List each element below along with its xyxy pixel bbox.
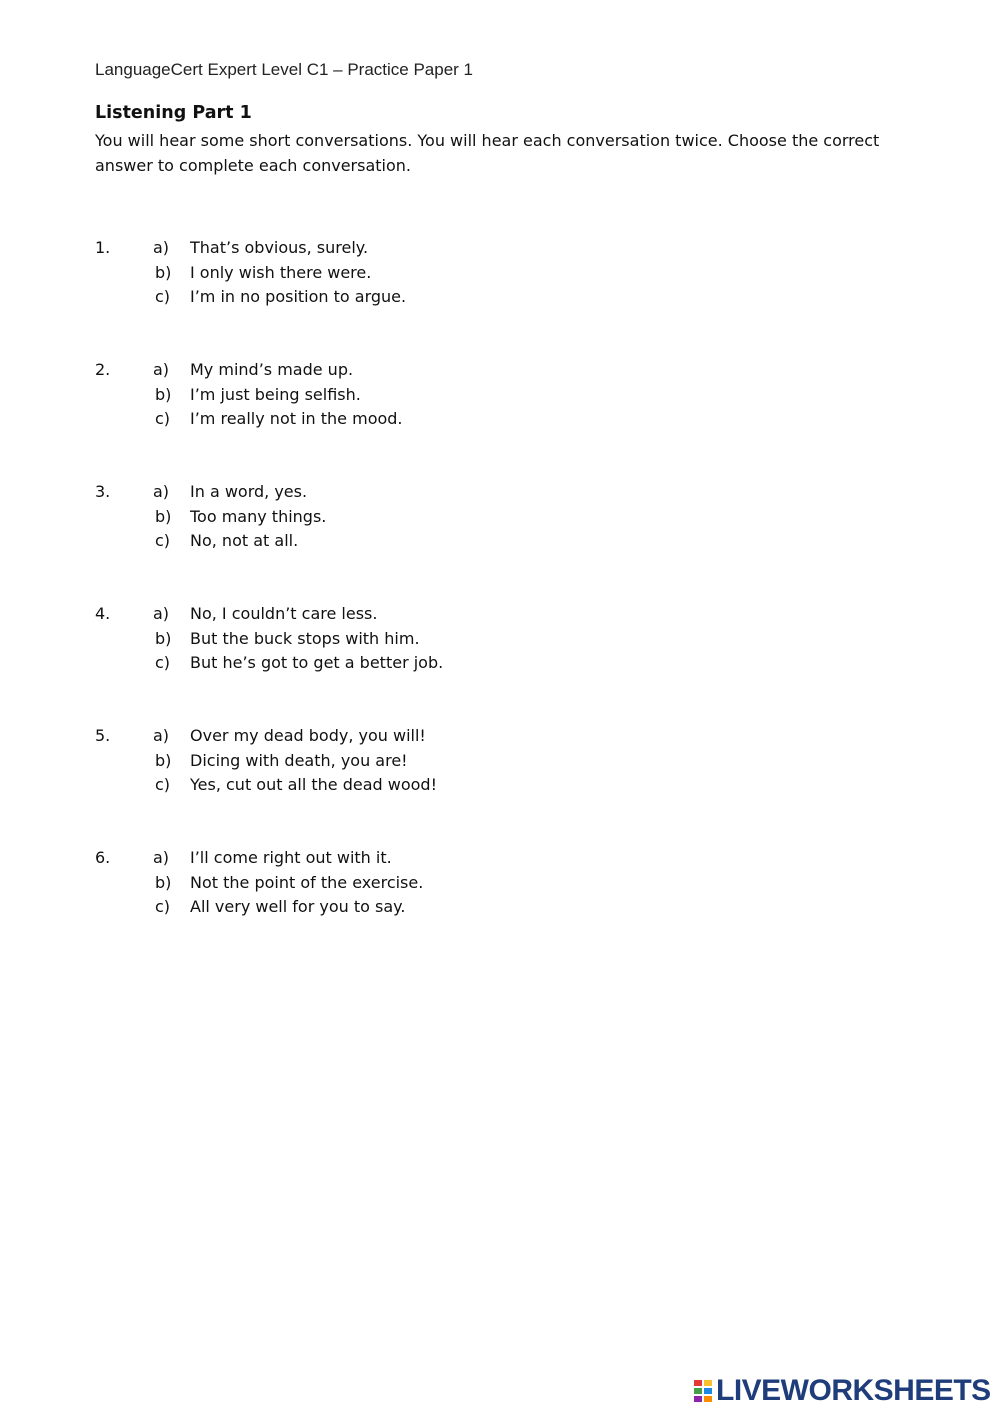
option-letter: a) <box>153 360 170 379</box>
logo-square <box>693 1387 703 1395</box>
option-text: No, not at all. <box>190 531 299 550</box>
liveworksheets-logo-icon <box>693 1379 713 1403</box>
option-text: I’m in no position to argue. <box>190 287 407 306</box>
option-letter: b) <box>155 872 172 892</box>
option-text: All very well for you to say. <box>190 897 406 916</box>
logo-square <box>693 1395 703 1403</box>
question-number: 4. <box>95 604 111 623</box>
option-letter: c) <box>155 775 171 794</box>
option-letter: a) <box>153 482 170 501</box>
option-text: I’m just being selfish. <box>190 384 361 404</box>
option-letter: c) <box>155 897 171 916</box>
question-number: 2. <box>95 360 111 379</box>
option-text: My mind’s made up. <box>190 360 354 379</box>
question-2 <box>95 358 795 438</box>
option-text: I only wish there were. <box>190 262 372 282</box>
question-4 <box>95 602 795 682</box>
liveworksheets-logo <box>693 1374 991 1408</box>
logo-text: LIVEWORKSHEETS <box>716 1374 991 1407</box>
option-letter: a) <box>153 238 170 257</box>
option-letter: c) <box>155 409 171 428</box>
question-3 <box>95 480 795 560</box>
logo-square <box>703 1379 713 1387</box>
option-text: Dicing with death, you are! <box>190 750 408 770</box>
option-letter: c) <box>155 531 171 550</box>
option-text: That’s obvious, surely. <box>190 238 369 257</box>
question-1 <box>95 236 795 316</box>
document-header: LanguageCert Expert Level C1 – Practice Paper 1 <box>95 60 474 79</box>
option-letter: a) <box>153 848 170 867</box>
question-number: 6. <box>95 848 111 867</box>
option-text: Too many things. <box>190 506 327 526</box>
logo-square <box>703 1387 713 1395</box>
section-instructions: You will hear some short conversations. You will hear each conversation twice. Choose the correct answer to complete each conversation. <box>95 131 880 175</box>
question-number: 3. <box>95 482 111 501</box>
option-letter: c) <box>155 653 171 672</box>
option-text: But he’s got to get a better job. <box>190 653 444 672</box>
option-letter: b) <box>155 262 172 282</box>
logo-square <box>703 1395 713 1403</box>
question-number: 5. <box>95 726 111 745</box>
option-letter: a) <box>153 604 170 623</box>
option-text: No, I couldn’t care less. <box>190 604 378 623</box>
option-text: I’m really not in the mood. <box>190 409 403 428</box>
option-letter: b) <box>155 750 172 770</box>
option-text: But the buck stops with him. <box>190 628 420 648</box>
question-6 <box>95 846 795 926</box>
option-text: Over my dead body, you will! <box>190 726 426 745</box>
option-letter: a) <box>153 726 170 745</box>
question-5 <box>95 724 795 804</box>
option-letter: b) <box>155 506 172 526</box>
option-letter: b) <box>155 384 172 404</box>
section-title: Listening Part 1 <box>95 103 252 123</box>
logo-square <box>693 1379 703 1387</box>
option-letter: c) <box>155 287 171 306</box>
option-text: Yes, cut out all the dead wood! <box>190 775 437 794</box>
question-number: 1. <box>95 238 111 257</box>
option-text: I’ll come right out with it. <box>190 848 392 867</box>
option-text: In a word, yes. <box>190 482 308 501</box>
option-letter: b) <box>155 628 172 648</box>
option-text: Not the point of the exercise. <box>190 872 424 892</box>
